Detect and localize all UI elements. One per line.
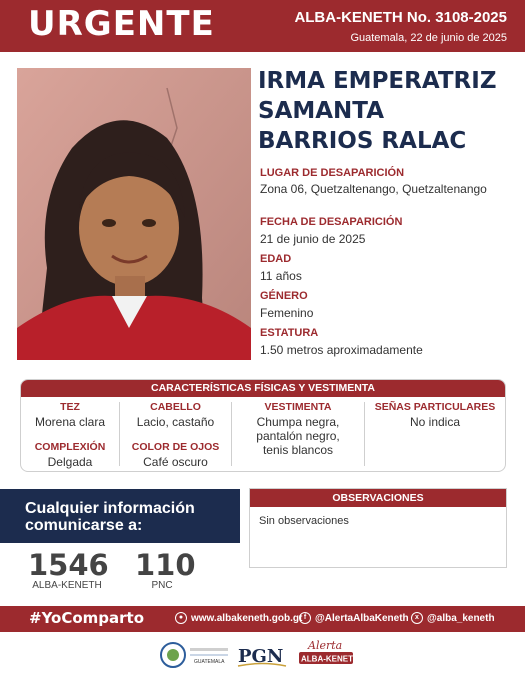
eye-color-label: COLOR DE OJOS [131,441,220,453]
gender-label: GÉNERO [260,290,308,302]
logos-row [0,637,525,675]
website-link[interactable] [175,612,302,624]
contact-line: comunicarse a: [25,517,143,534]
physical-features-panel [20,379,506,472]
place-value: Zona 06, Quetzaltenango, Quetzaltenango [260,182,487,196]
phone-alba-keneth[interactable]: 1546 [28,548,109,582]
height-label: ESTATURA [260,327,319,339]
age-label: EDAD [260,253,292,265]
x-icon: x [411,612,423,624]
alerta-text: Alerta [308,639,343,652]
facebook-icon: f [299,612,311,624]
observations-box [249,488,507,568]
tez-value: Morena clara [34,415,106,429]
alba-keneth-text: ALBA-KENETH [301,654,354,664]
features-title: CARACTERÍSTICAS FÍSICAS Y VESTIMENTA [21,380,505,397]
pgn-text: PGN [238,646,284,667]
eye-color-value: Café oscuro [143,455,208,469]
website-text: www.albakeneth.gob.gt [191,612,303,624]
name-line: BARRIOS RALAC [258,128,467,154]
clothing-line: pantalón negro, [256,429,340,443]
observations-title: OBSERVACIONES [250,489,506,507]
pgn-logo [236,641,288,671]
x-text: @alba_keneth [427,612,495,624]
clothing-line: Chumpa negra, [256,415,340,429]
name-line: IRMA EMPERATRIZ [258,68,497,94]
hair-value: Lacio, castaño [136,415,215,429]
globe-icon: ● [175,612,187,624]
facebook-text: @AlertaAlbaKeneth [315,612,409,624]
clothing-value [232,415,364,457]
tez-label: TEZ [60,401,80,413]
alert-number: ALBA-KENETH No. 3108-2025 [294,9,507,26]
complexion-label: COMPLEXIÓN [34,441,106,453]
gender-value: Femenino [260,306,314,320]
clothing-line: tenis blancos [262,443,334,457]
guatemala-text: GUATEMALA [194,659,225,665]
missing-person-photo [17,68,251,360]
place-label: LUGAR DE DESAPARICIÓN [260,167,405,179]
phone-alba-keneth-label: ALBA-KENETH [32,580,102,591]
complexion-value: Delgada [47,455,93,469]
urgent-title: URGENTE [28,4,215,44]
name-line: SAMANTA [258,98,385,124]
hair-label: CABELLO [150,401,201,413]
footer-bar [0,606,525,632]
guatemala-seal-logo [160,639,230,671]
contact-box [0,489,240,543]
person-name [258,66,518,156]
phone-pnc-label: PNC [151,580,173,591]
height-value: 1.50 metros aproximadamente [260,343,423,357]
header-banner [0,0,525,52]
alert-date: Guatemala, 22 de junio de 2025 [350,32,507,44]
x-link[interactable] [411,612,495,624]
hashtag: #YoComparto [29,609,145,627]
marks-label: SEÑAS PARTICULARES [374,401,496,413]
marks-value: No indica [409,415,461,429]
clothing-label: VESTIMENTA [264,401,332,413]
alerta-alba-keneth-logo [298,637,354,673]
facebook-link[interactable] [299,612,409,624]
date-label: FECHA DE DESAPARICIÓN [260,216,403,228]
contact-line: Cualquier información [25,500,195,517]
observations-text: Sin observaciones [259,515,349,527]
date-value: 21 de junio de 2025 [260,232,366,246]
age-value: 11 años [260,269,302,283]
phone-pnc[interactable]: 110 [135,548,196,582]
